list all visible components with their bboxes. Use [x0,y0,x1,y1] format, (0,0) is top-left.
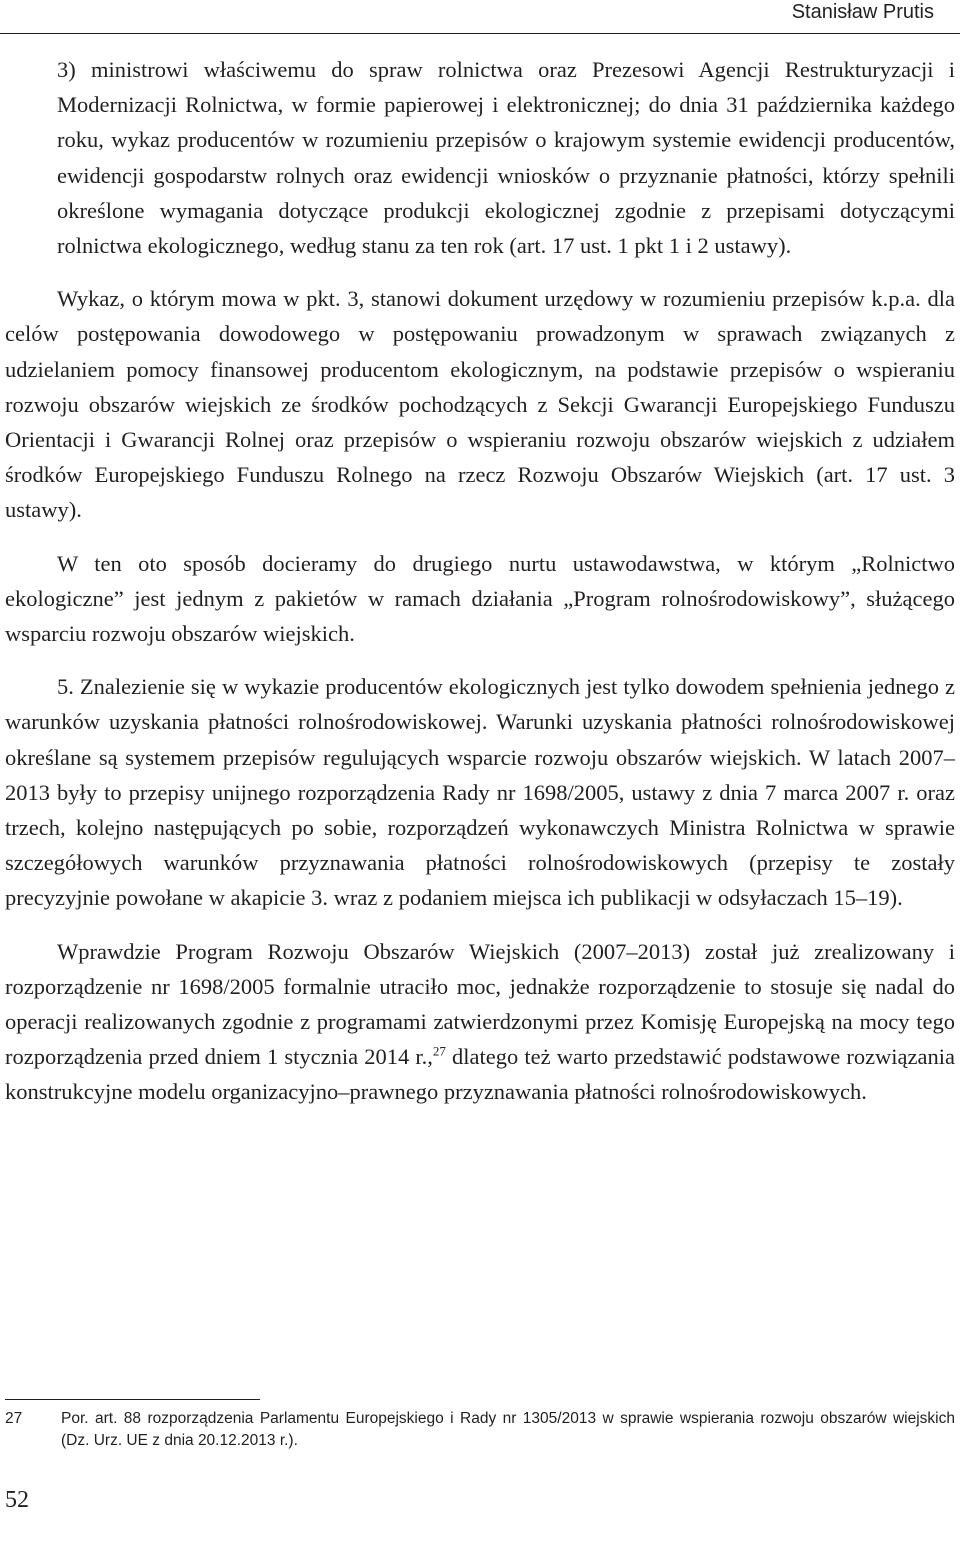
footnote-reference[interactable]: 27 [432,1043,446,1059]
paragraph-wprawdzie [5,934,955,1110]
list-item-3: 3) ministrowi właściwemu do spraw rolnictwa oraz Prezesowi Agencji Restrukturyzacji i Modernizacji Rolnictwa, w formie papierowej i elektronicznej; do dnia 31 października każdego roku, wykaz producentów w rozumieniu przepisów o krajowym systemie ewidencji producentów, ewidencji gospodarstw rolnych oraz ewidencji wniosków o przyznanie płatności, którzy spełnili określone wymagania dotyczące produkcji ekologicznej zgodnie z przepisami dotyczącymi rolnictwa ekologicznego, według stanu za ten rok (art. 17 ust. 1 pkt 1 i 2 ustawy). [57,57,955,259]
page-header [0,0,960,34]
footnote [5,1408,955,1452]
footnote-text: Por. art. 88 rozporządzenia Parlamentu Europejskiego i Rady nr 1305/2013 w sprawie wspierania rozwoju obszarów wiejskich (Dz. Urz. UE z dnia 20.12.2013 r.). [61,1410,955,1449]
paragraph-wprawdzie-part1: Wprawdzie Program Rozwoju Obszarów Wiejskich (2007–2013) został już zrealizowany i rozporządzenie nr 1698/2005 formalnie utraciło moc, jednakże rozporządzenie to stosuje się nadal do operacji realizowanych zgodnie z programami zatwierdzonymi przez Komisję Europejską na mocy tego rozporządzenia przed dniem 1 stycznia 2014 r., [5,938,955,1070]
paragraph-5: 5. Znalezienie się w wykazie producentów ekologicznych jest tylko dowodem spełnienia jednego z warunków uzyskania płatności rolnośrodowiskowej. Warunki uzyskania płatności rolnośrodowiskowej określane są systemem przepisów regulujących wsparcie rozwoju obszarów wiejskich. W latach 2007–2013 były to przepisy unijnego rozporządzenia Rady nr 1698/2005, ustawy z dnia 7 marca 2007 r. oraz trzech, kolejno następujących po sobie, rozporządzeń wykonawczych Ministra Rolnictwa w sprawie szczegółowych warunków przyznawania płatności rolnośrodowiskowych (przepisy te zostały precyzyjnie powołane w akapicie 3. wraz z podaniem miejsca ich publikacji w odsyłaczach 15–19). [5,674,955,911]
running-head-author: Stanisław Prutis [791,1,934,23]
footnote-separator [5,1399,260,1400]
page-number: 52 [5,1487,29,1513]
paragraph-nurt: W ten oto sposób docieramy do drugiego nurtu ustawodawstwa, w którym „Rolnictwo ekologiczne” jest jednym z pakietów w ramach działania „Program rolnośrodowiskowy”, służącego wsparciu rozwoju obszarów wiejskich. [5,550,955,647]
paragraph-wprawdzie-part2: dlatego też warto przedstawić podstawowe rozwiązania konstrukcyjne modelu organizacyjno–prawnego przyznawania płatności rolnośrodowiskowych. [5,1044,955,1105]
body-text [5,52,955,1110]
footnote-number: 27 [5,1410,23,1427]
paragraph-wykaz: Wykaz, o którym mowa w pkt. 3, stanowi dokument urzędowy w rozumieniu przepisów k.p.a. dla celów postępowania dowodowego w postępowaniu prowadzonym w sprawach związanych z udzielaniem pomocy finansowej producentom ekologicznym, na podstawie przepisów o wspieraniu rozwoju obszarów wiejskich ze środków pochodzących z Sekcji Gwarancji Europejskiego Funduszu Orientacji i Gwarancji Rolnej oraz przepisów o wspieraniu rozwoju obszarów wiejskich z udziałem środków Europejskiego Funduszu Rolnego na rzecz Rozwoju Obszarów Wiejskich (art. 17 ust. 3 ustawy). [5,286,955,523]
header-rule [0,33,960,34]
